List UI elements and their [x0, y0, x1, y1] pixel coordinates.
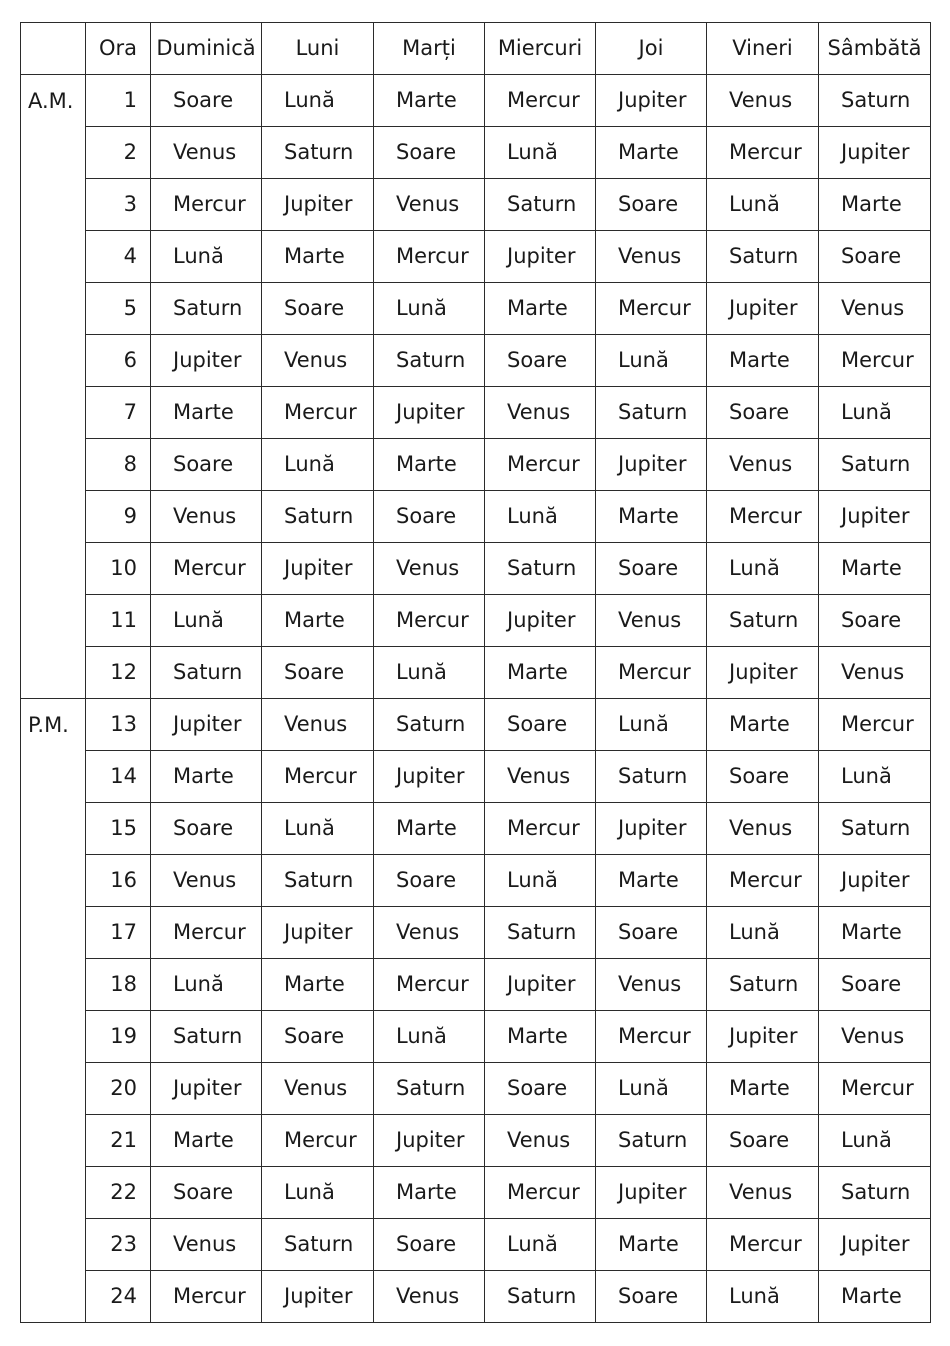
- hour-number: 13: [86, 699, 151, 751]
- planet-cell: Jupiter: [485, 231, 596, 283]
- planet-cell: Lună: [374, 283, 485, 335]
- planet-cell: Soare: [262, 283, 374, 335]
- planet-cell: Marte: [596, 127, 707, 179]
- planet-cell: Saturn: [596, 387, 707, 439]
- planet-cell: Marte: [151, 1115, 262, 1167]
- planet-cell: Mercur: [485, 75, 596, 127]
- planet-cell: Mercur: [151, 179, 262, 231]
- planet-cell: Soare: [707, 751, 819, 803]
- planet-cell: Soare: [596, 907, 707, 959]
- planet-cell: Soare: [819, 231, 931, 283]
- hour-number: 24: [86, 1271, 151, 1323]
- table-row: [21, 1219, 931, 1271]
- table-row: [21, 959, 931, 1011]
- planet-cell: Jupiter: [819, 855, 931, 907]
- planet-cell: Marte: [707, 699, 819, 751]
- planet-cell: Saturn: [707, 231, 819, 283]
- planet-cell: Marte: [596, 1219, 707, 1271]
- planet-cell: Lună: [596, 699, 707, 751]
- planet-cell: Marte: [151, 751, 262, 803]
- hour-number: 4: [86, 231, 151, 283]
- planet-cell: Marte: [151, 387, 262, 439]
- planet-cell: Venus: [596, 231, 707, 283]
- planet-cell: Soare: [262, 647, 374, 699]
- planet-cell: Lună: [262, 1167, 374, 1219]
- planet-cell: Saturn: [819, 1167, 931, 1219]
- planet-cell: Lună: [151, 595, 262, 647]
- planet-cell: Mercur: [707, 127, 819, 179]
- planet-cell: Soare: [819, 959, 931, 1011]
- planet-cell: Saturn: [151, 1011, 262, 1063]
- column-header-day: Sâmbătă: [819, 23, 931, 75]
- table-row: [21, 283, 931, 335]
- hour-number: 21: [86, 1115, 151, 1167]
- table-header-row: [21, 23, 931, 75]
- planet-cell: Soare: [151, 75, 262, 127]
- planet-cell: Mercur: [596, 283, 707, 335]
- hour-number: 18: [86, 959, 151, 1011]
- hour-number: 11: [86, 595, 151, 647]
- planet-cell: Mercur: [596, 1011, 707, 1063]
- table-row: [21, 595, 931, 647]
- table-row: [21, 699, 931, 751]
- planet-cell: Jupiter: [707, 1011, 819, 1063]
- table-row: [21, 179, 931, 231]
- planet-cell: Jupiter: [262, 907, 374, 959]
- planet-cell: Lună: [819, 1115, 931, 1167]
- hour-number: 2: [86, 127, 151, 179]
- table-row: [21, 543, 931, 595]
- column-header-day: Luni: [262, 23, 374, 75]
- hour-number: 22: [86, 1167, 151, 1219]
- table-row: [21, 491, 931, 543]
- planet-cell: Soare: [151, 1167, 262, 1219]
- planet-cell: Venus: [596, 959, 707, 1011]
- planet-cell: Soare: [374, 491, 485, 543]
- planet-cell: Venus: [485, 751, 596, 803]
- column-header-hour: Ora: [86, 23, 151, 75]
- planet-cell: Jupiter: [151, 335, 262, 387]
- planet-cell: Marte: [485, 283, 596, 335]
- planet-cell: Venus: [151, 1219, 262, 1271]
- planet-cell: Mercur: [819, 699, 931, 751]
- planet-cell: Saturn: [262, 127, 374, 179]
- planet-cell: Mercur: [819, 335, 931, 387]
- planet-cell: Venus: [374, 543, 485, 595]
- planet-cell: Jupiter: [819, 127, 931, 179]
- hour-number: 7: [86, 387, 151, 439]
- planet-cell: Marte: [596, 855, 707, 907]
- planet-cell: Venus: [262, 1063, 374, 1115]
- planet-cell: Jupiter: [596, 439, 707, 491]
- planet-cell: Marte: [262, 595, 374, 647]
- planet-cell: Marte: [707, 335, 819, 387]
- planet-cell: Soare: [819, 595, 931, 647]
- planet-cell: Mercur: [485, 1167, 596, 1219]
- planet-cell: Mercur: [262, 751, 374, 803]
- planet-cell: Saturn: [151, 647, 262, 699]
- planet-cell: Soare: [596, 1271, 707, 1323]
- planet-cell: Lună: [262, 439, 374, 491]
- column-header-day: Vineri: [707, 23, 819, 75]
- planet-cell: Marte: [819, 907, 931, 959]
- planet-cell: Jupiter: [596, 803, 707, 855]
- planet-cell: Soare: [262, 1011, 374, 1063]
- planet-cell: Jupiter: [151, 699, 262, 751]
- planet-cell: Saturn: [485, 179, 596, 231]
- period-label: A.M.: [21, 75, 86, 699]
- column-header-day: Marți: [374, 23, 485, 75]
- planet-cell: Venus: [262, 699, 374, 751]
- column-header-day: Duminică: [151, 23, 262, 75]
- planet-cell: Marte: [485, 1011, 596, 1063]
- planet-cell: Mercur: [596, 647, 707, 699]
- hour-number: 19: [86, 1011, 151, 1063]
- planet-cell: Jupiter: [596, 75, 707, 127]
- planet-cell: Saturn: [262, 855, 374, 907]
- planet-cell: Jupiter: [262, 179, 374, 231]
- planet-cell: Saturn: [596, 1115, 707, 1167]
- planet-cell: Soare: [485, 335, 596, 387]
- planet-cell: Jupiter: [374, 387, 485, 439]
- table-row: [21, 335, 931, 387]
- planet-cell: Soare: [707, 387, 819, 439]
- planet-cell: Marte: [707, 1063, 819, 1115]
- planet-cell: Lună: [596, 335, 707, 387]
- table-row: [21, 1115, 931, 1167]
- planet-cell: Soare: [707, 1115, 819, 1167]
- planet-cell: Saturn: [485, 907, 596, 959]
- table-row: [21, 387, 931, 439]
- planet-cell: Mercur: [151, 907, 262, 959]
- planet-cell: Mercur: [819, 1063, 931, 1115]
- planet-cell: Lună: [485, 855, 596, 907]
- planet-cell: Venus: [151, 127, 262, 179]
- planet-cell: Venus: [707, 75, 819, 127]
- hour-number: 9: [86, 491, 151, 543]
- planet-cell: Saturn: [374, 699, 485, 751]
- table-row: [21, 1271, 931, 1323]
- table-row: [21, 647, 931, 699]
- empty-corner-cell: [21, 23, 86, 75]
- planet-cell: Mercur: [151, 1271, 262, 1323]
- planet-cell: Lună: [151, 959, 262, 1011]
- planet-cell: Jupiter: [819, 1219, 931, 1271]
- planet-cell: Soare: [596, 543, 707, 595]
- planet-cell: Saturn: [485, 1271, 596, 1323]
- planet-cell: Lună: [485, 127, 596, 179]
- planet-cell: Marte: [819, 1271, 931, 1323]
- planet-cell: Jupiter: [485, 959, 596, 1011]
- planet-cell: Mercur: [485, 803, 596, 855]
- planet-cell: Jupiter: [262, 543, 374, 595]
- table-body: [21, 75, 931, 1323]
- planet-cell: Lună: [596, 1063, 707, 1115]
- planet-cell: Jupiter: [819, 491, 931, 543]
- planet-cell: Venus: [374, 1271, 485, 1323]
- table-row: [21, 75, 931, 127]
- planet-cell: Marte: [485, 647, 596, 699]
- planet-cell: Mercur: [262, 387, 374, 439]
- hour-number: 6: [86, 335, 151, 387]
- planet-cell: Venus: [374, 179, 485, 231]
- planet-cell: Mercur: [374, 595, 485, 647]
- hour-number: 3: [86, 179, 151, 231]
- planet-cell: Jupiter: [707, 647, 819, 699]
- planet-cell: Soare: [596, 179, 707, 231]
- planet-cell: Marte: [819, 179, 931, 231]
- planet-cell: Venus: [707, 1167, 819, 1219]
- planet-cell: Venus: [819, 1011, 931, 1063]
- planet-cell: Lună: [374, 647, 485, 699]
- planet-cell: Mercur: [707, 855, 819, 907]
- planet-cell: Mercur: [707, 1219, 819, 1271]
- planet-cell: Marte: [374, 803, 485, 855]
- planet-cell: Soare: [374, 855, 485, 907]
- hour-number: 20: [86, 1063, 151, 1115]
- hour-number: 1: [86, 75, 151, 127]
- planet-cell: Venus: [819, 283, 931, 335]
- planet-cell: Lună: [485, 1219, 596, 1271]
- planet-cell: Soare: [374, 1219, 485, 1271]
- planet-cell: Marte: [374, 439, 485, 491]
- column-header-day: Miercuri: [485, 23, 596, 75]
- planet-cell: Lună: [707, 543, 819, 595]
- planet-cell: Mercur: [262, 1115, 374, 1167]
- hour-number: 12: [86, 647, 151, 699]
- planet-cell: Saturn: [819, 439, 931, 491]
- planet-cell: Mercur: [151, 543, 262, 595]
- table-row: [21, 1011, 931, 1063]
- planetary-hours-table: [20, 22, 931, 1323]
- hour-number: 16: [86, 855, 151, 907]
- planet-cell: Mercur: [374, 959, 485, 1011]
- hour-number: 23: [86, 1219, 151, 1271]
- planet-cell: Jupiter: [596, 1167, 707, 1219]
- hour-number: 17: [86, 907, 151, 959]
- planet-cell: Lună: [485, 491, 596, 543]
- planet-cell: Lună: [707, 907, 819, 959]
- planet-cell: Jupiter: [151, 1063, 262, 1115]
- planet-cell: Soare: [485, 1063, 596, 1115]
- planet-cell: Jupiter: [374, 1115, 485, 1167]
- planet-cell: Saturn: [262, 491, 374, 543]
- planet-cell: Venus: [819, 647, 931, 699]
- hour-number: 10: [86, 543, 151, 595]
- hour-number: 8: [86, 439, 151, 491]
- hour-number: 5: [86, 283, 151, 335]
- column-header-day: Joi: [596, 23, 707, 75]
- planet-cell: Lună: [707, 179, 819, 231]
- planet-cell: Saturn: [151, 283, 262, 335]
- planet-cell: Marte: [374, 75, 485, 127]
- table-row: [21, 751, 931, 803]
- planet-cell: Jupiter: [485, 595, 596, 647]
- table-row: [21, 1063, 931, 1115]
- planet-cell: Jupiter: [262, 1271, 374, 1323]
- planet-cell: Lună: [819, 751, 931, 803]
- table-row: [21, 907, 931, 959]
- planet-cell: Marte: [262, 231, 374, 283]
- planet-cell: Mercur: [707, 491, 819, 543]
- planet-cell: Saturn: [262, 1219, 374, 1271]
- table-row: [21, 127, 931, 179]
- planet-cell: Lună: [151, 231, 262, 283]
- planet-cell: Lună: [262, 803, 374, 855]
- planet-cell: Venus: [151, 855, 262, 907]
- table-row: [21, 231, 931, 283]
- planet-cell: Venus: [596, 595, 707, 647]
- planet-cell: Mercur: [374, 231, 485, 283]
- planet-cell: Jupiter: [374, 751, 485, 803]
- planet-cell: Soare: [374, 127, 485, 179]
- planet-cell: Saturn: [707, 595, 819, 647]
- hour-number: 15: [86, 803, 151, 855]
- planet-cell: Soare: [485, 699, 596, 751]
- planet-cell: Lună: [819, 387, 931, 439]
- planet-cell: Marte: [596, 491, 707, 543]
- hour-number: 14: [86, 751, 151, 803]
- planet-cell: Venus: [707, 439, 819, 491]
- planet-cell: Lună: [374, 1011, 485, 1063]
- planet-cell: Soare: [151, 803, 262, 855]
- planet-cell: Venus: [707, 803, 819, 855]
- planet-cell: Venus: [374, 907, 485, 959]
- planet-cell: Saturn: [819, 803, 931, 855]
- planet-cell: Saturn: [707, 959, 819, 1011]
- planet-cell: Marte: [374, 1167, 485, 1219]
- planet-cell: Saturn: [819, 75, 931, 127]
- planet-cell: Venus: [151, 491, 262, 543]
- planet-cell: Lună: [707, 1271, 819, 1323]
- planet-cell: Saturn: [374, 1063, 485, 1115]
- table-row: [21, 439, 931, 491]
- planet-cell: Mercur: [485, 439, 596, 491]
- planet-cell: Lună: [262, 75, 374, 127]
- planet-cell: Saturn: [485, 543, 596, 595]
- planet-cell: Marte: [262, 959, 374, 1011]
- planet-cell: Soare: [151, 439, 262, 491]
- planet-cell: Marte: [819, 543, 931, 595]
- period-label: P.M.: [21, 699, 86, 1323]
- planet-cell: Saturn: [596, 751, 707, 803]
- table-row: [21, 1167, 931, 1219]
- planet-cell: Venus: [485, 387, 596, 439]
- planet-cell: Saturn: [374, 335, 485, 387]
- planet-cell: Jupiter: [707, 283, 819, 335]
- planet-cell: Venus: [485, 1115, 596, 1167]
- table-row: [21, 803, 931, 855]
- table-row: [21, 855, 931, 907]
- planet-cell: Venus: [262, 335, 374, 387]
